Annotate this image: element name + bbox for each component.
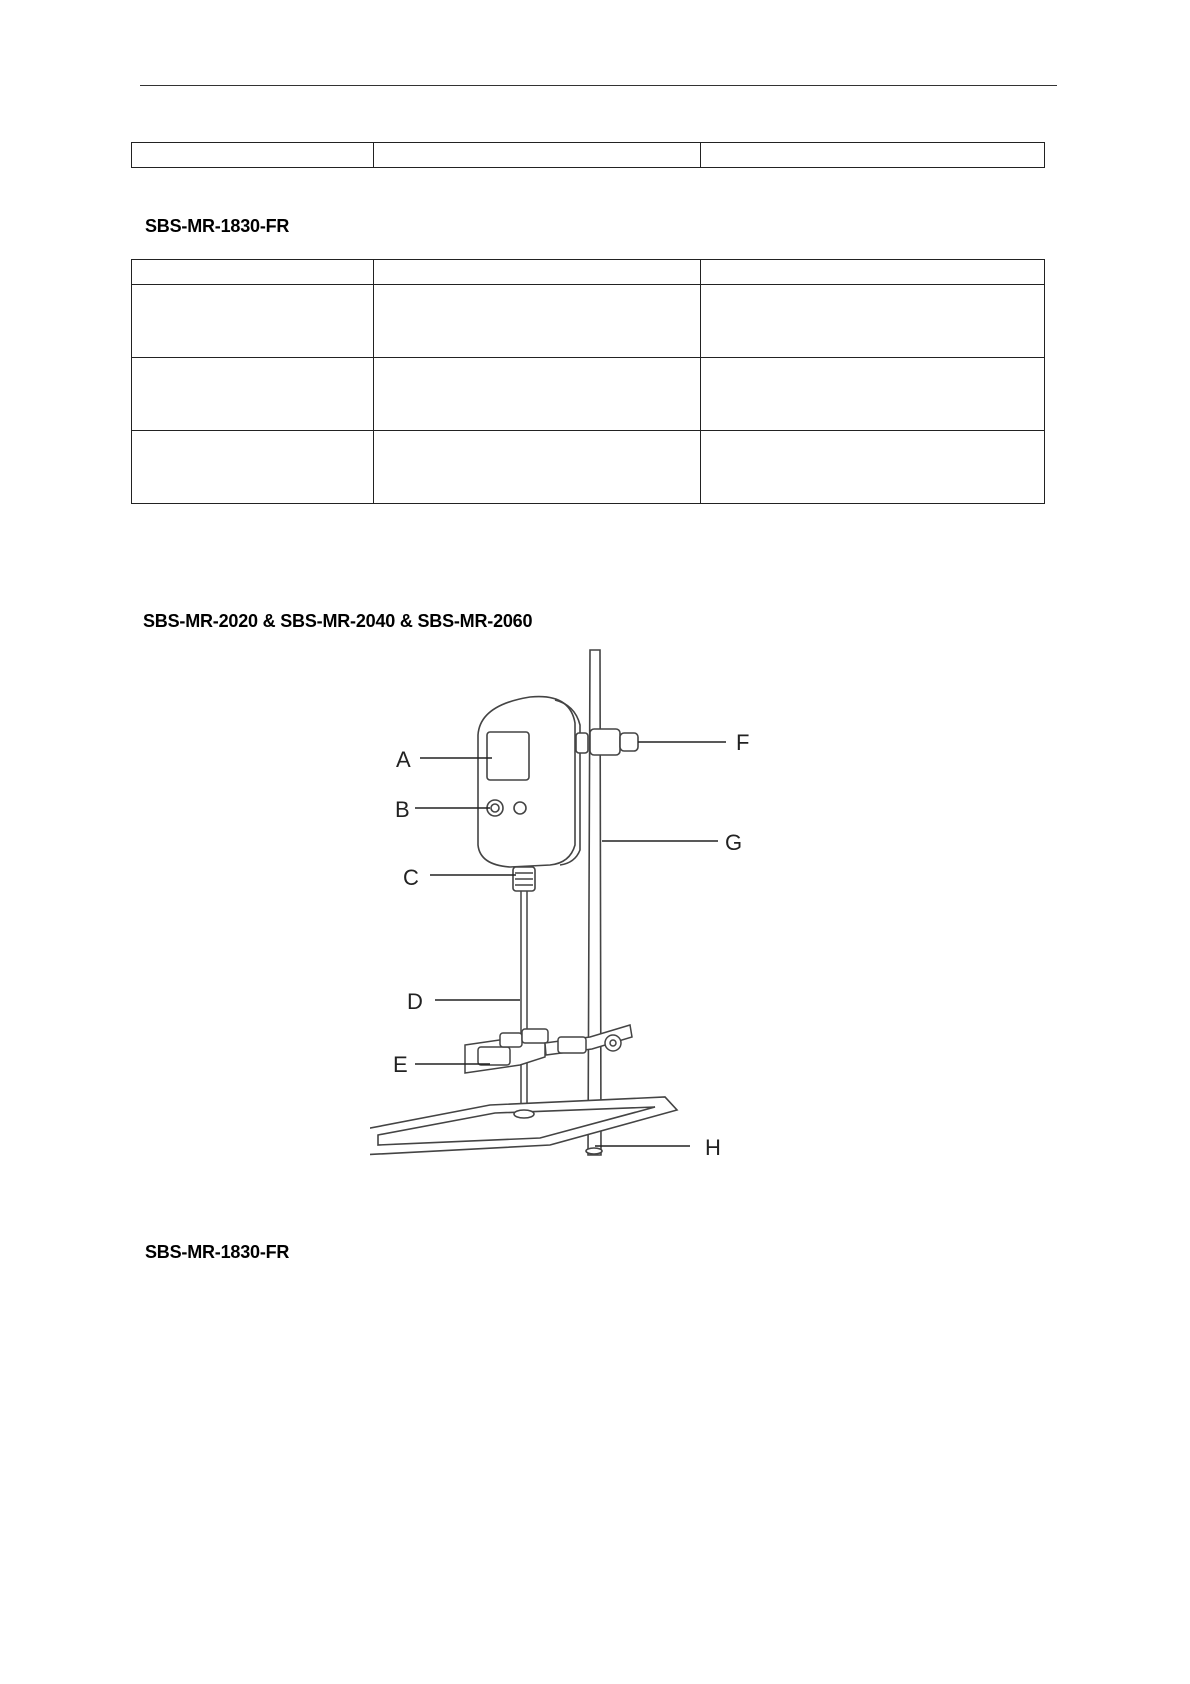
table-row <box>132 143 1045 168</box>
section-heading: SBS-MR-2020 & SBS-MR-2040 & SBS-MR-2060 <box>143 611 533 631</box>
table-row <box>132 260 1045 285</box>
motor-housing <box>478 697 580 891</box>
section-heading: SBS-MR-1830-FR <box>145 216 290 236</box>
label-c: C <box>403 865 419 890</box>
table-cell <box>132 143 374 168</box>
stirrer-diagram <box>370 645 840 1215</box>
stand-rod <box>588 650 601 1155</box>
label-h: H <box>705 1135 721 1160</box>
table-row <box>132 431 1045 504</box>
stirring-shaft <box>521 891 527 1115</box>
header-rule <box>140 85 1057 86</box>
table-cell <box>132 285 374 358</box>
label-f: F <box>736 730 750 755</box>
label-b: B <box>395 797 410 822</box>
display-screen <box>487 732 529 780</box>
table-row <box>132 358 1045 431</box>
table-cell <box>701 260 1045 285</box>
table-cell <box>374 431 701 504</box>
table-top <box>131 142 1045 168</box>
table-cell <box>701 285 1045 358</box>
label-g: G <box>725 830 743 855</box>
table-cell <box>374 143 701 168</box>
table-cell <box>132 260 374 285</box>
section-heading: SBS-MR-1830-FR <box>145 1242 290 1262</box>
table-cell <box>132 358 374 431</box>
label-d: D <box>407 989 423 1014</box>
label-a: A <box>396 747 411 772</box>
table-cell <box>701 143 1045 168</box>
table-cell <box>374 285 701 358</box>
table-row <box>132 285 1045 358</box>
table-cell <box>374 260 701 285</box>
table-cell <box>374 358 701 431</box>
label-e: E <box>393 1052 408 1077</box>
table-cell <box>701 431 1045 504</box>
table-cell <box>132 431 374 504</box>
table-specs <box>131 259 1045 504</box>
flask-clamp <box>465 1025 632 1073</box>
table-cell <box>701 358 1045 431</box>
clamp-connector <box>576 729 638 755</box>
